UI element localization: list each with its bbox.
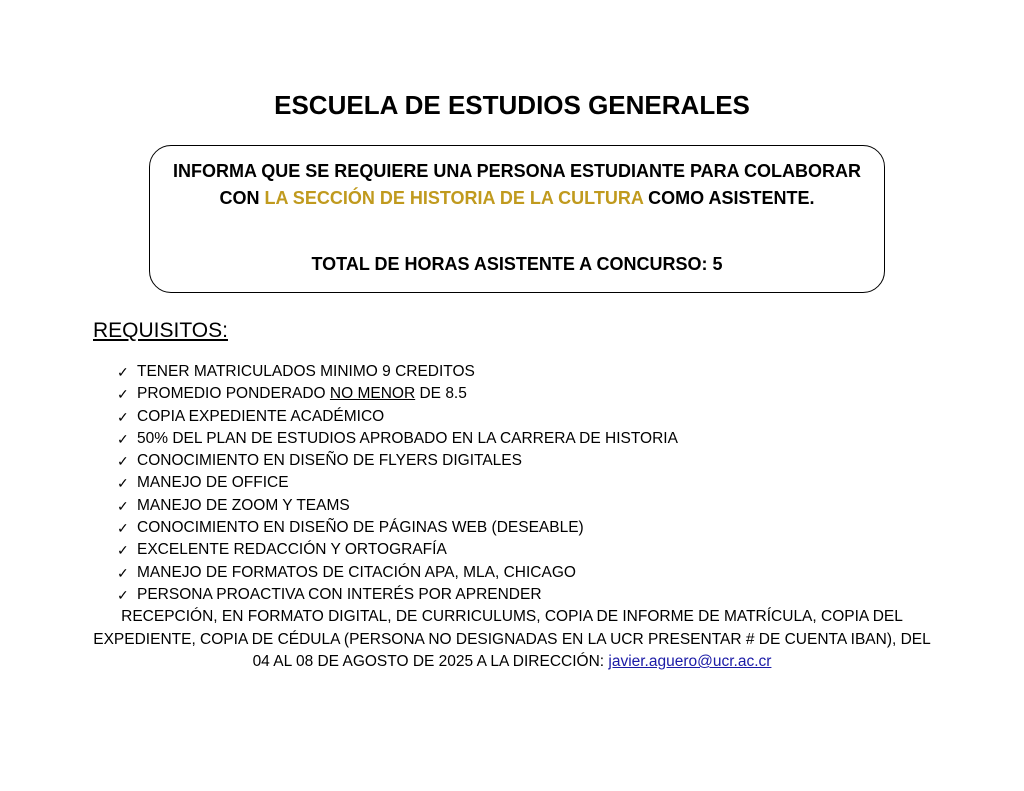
- requirement-text: PERSONA PROACTIVA CON INTERÉS POR APRENDER: [137, 585, 542, 603]
- list-item: [117, 517, 678, 539]
- requirement-text: MANEJO DE FORMATOS DE CITACIÓN APA, MLA, CHICAGO: [137, 563, 576, 581]
- requirement-text: CONOCIMIENTO EN DISEÑO DE PÁGINAS WEB (DESEABLE): [137, 519, 584, 537]
- check-icon: ✓: [117, 364, 129, 380]
- requirement-text: CONOCIMIENTO EN DISEÑO DE FLYERS DIGITALES: [137, 452, 522, 470]
- list-item: [117, 428, 678, 450]
- check-icon: ✓: [117, 453, 129, 470]
- list-item: [117, 361, 678, 383]
- requirement-underlined: NO MENOR: [329, 385, 416, 403]
- check-icon: ✓: [117, 430, 129, 447]
- email-link[interactable]: javier.aguero@ucr.ac.cr: [608, 653, 772, 670]
- submission-text: RECEPCIÓN, EN FORMATO DIGITAL, DE CURRICULUMS, COPIA DE INFORME DE MATRÍCULA, COPIA DEL EXPEDIENTE, COPIA DE CÉDULA (PERSONA NO DESIGNADAS EN LA UCR PRESENTAR # DE CUENTA IBAN), DEL 04 AL 08 DE AGOSTO DE 2025 A LA DIRECCIÓN:: [93, 608, 931, 670]
- requirement-text: MANEJO DE ZOOM Y TEAMS: [137, 496, 350, 514]
- list-item: [117, 406, 678, 428]
- requirement-text: COPIA EXPEDIENTE ACADÉMICO: [137, 407, 385, 425]
- announcement-role: COMO ASISTENTE.: [643, 188, 815, 208]
- check-icon: ✓: [117, 520, 129, 537]
- list-item: [117, 383, 678, 405]
- requirements-heading: REQUISITOS:: [93, 319, 228, 342]
- check-icon: ✓: [117, 386, 129, 403]
- check-icon: ✓: [117, 564, 129, 581]
- list-item: [117, 450, 678, 472]
- page-title: ESCUELA DE ESTUDIOS GENERALES: [274, 90, 750, 120]
- check-icon: ✓: [117, 475, 129, 492]
- check-icon: ✓: [117, 408, 129, 425]
- announcement-intro: INFORMA QUE SE REQUIERE UNA PERSONA ESTUDIANTE PARA COLABORAR CON: [172, 161, 862, 208]
- section-highlight: LA SECCIÓN DE HISTORIA DE LA CULTURA: [264, 188, 644, 208]
- requirement-text: 50% DEL PLAN DE ESTUDIOS APROBADO EN LA CARRERA DE HISTORIA: [137, 429, 678, 447]
- requirement-text-prefix: PROMEDIO PONDERADO: [137, 385, 330, 403]
- requirement-text: EXCELENTE REDACCIÓN Y ORTOGRAFÍA: [137, 541, 447, 559]
- list-item: [117, 495, 678, 517]
- announcement-text: [160, 158, 874, 212]
- check-icon: ✓: [117, 586, 129, 603]
- requirement-text: MANEJO DE OFFICE: [137, 474, 289, 492]
- submission-instructions: [90, 606, 934, 674]
- requirement-text: [137, 383, 467, 405]
- total-hours: TOTAL DE HORAS ASISTENTE A CONCURSO: 5: [311, 254, 723, 274]
- list-item: [117, 472, 678, 494]
- requirement-text-suffix: DE 8.5: [415, 385, 467, 403]
- check-icon: ✓: [117, 497, 129, 514]
- requirements-list: [117, 361, 678, 606]
- list-item: [117, 562, 678, 584]
- check-icon: ✓: [117, 542, 129, 559]
- announcement-box: [149, 145, 885, 293]
- requirement-text: TENER MATRICULADOS MINIMO 9 CREDITOS: [137, 363, 475, 380]
- list-item: [117, 539, 678, 561]
- list-item: [117, 584, 678, 606]
